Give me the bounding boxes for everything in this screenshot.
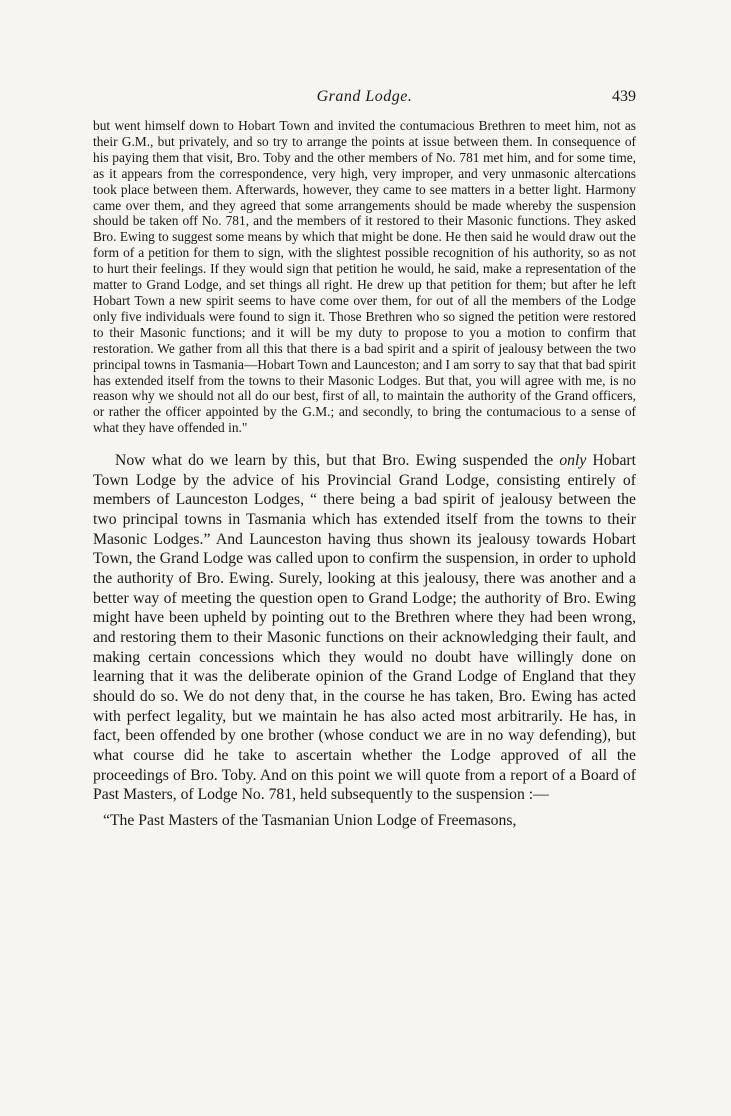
running-header	[93, 82, 636, 118]
running-title: Grand Lodge.	[316, 88, 413, 105]
editorial-text-start: Now what do we learn by this, but that Bro. Ewing suspended the	[115, 452, 560, 470]
editorial-paragraph	[93, 451, 636, 805]
quoted-speech-paragraph: but went himself down to Hobart Town and invited the contumacious Brethren to meet him, not as their G.M., but privately, and so try to arrange the points at issue between them. In consequence of his paying them that visit, Bro. Toby and the other members of No. 781 met him, and for some time, as it appears from the correspondence, very high, very improper, and very unmasonic altercations took place between them. Afterwards, however, they came to see matters in a better light. Harmony came over them, and they agreed that some arrangements should be made whereby the suspension should be taken off No. 781, and the members of it restored to their Masonic functions. They asked Bro. Ewing to suggest some means by which that might be done. He then said he would draw out the form of a petition for them to sign, with the slightest possible recognition of his authority, so as not to hurt their feelings. If they would sign that petition he would, he said, make a representation of the matter to Grand Lodge, and set things all right. He drew up that petition for them; but after he left Hobart Town a new spirit seems to have come over them, for out of all the members of the Lodge only five individuals were found to sign it. Those Brethren who so signed the petition were restored to their Masonic functions; and it will be my duty to propose to you a motion to confirm that restoration. We gather from all this that there is a bad spirit and a spirit of jealousy between the two principal towns in Tasmania—Hobart Town and Launceston; and I am sorry to say that that bad spirit has extended itself from the towns to their Masonic Lodges. But that, you will agree with me, is no reason why we should not all do our best, first of all, to maintain the authority of the Grand officers, or rather the officer appointed by the G.M.; and secondly, to bring the contumacious to a sense of what they have offended in."	[93, 118, 636, 436]
editorial-emphasis: only	[559, 452, 587, 470]
page-number: 439	[612, 88, 636, 105]
quotation-opening-line: “The Past Masters of the Tasmanian Union Lodge of Freemasons,	[103, 811, 517, 829]
document-page	[93, 82, 636, 831]
editorial-text-rest: Hobart Town Lodge by the advice of his Provincial Grand Lodge, consisting entirely of members of Launceston Lodges, “ there being a bad spirit of jealousy between the two principal towns in Tasmania which has extended itself from the towns to their Masonic Lodges.” And Launceston having thus shown its jealousy towards Hobart Town, the Grand Lodge was called upon to confirm the suspension, in order to uphold the authority of Bro. Ewing. Surely, looking at this jealousy, there was another and a better way of meeting the question open to Grand Lodge; the authority of Bro. Ewing might have been upheld by pointing out to the Brethren where they had been wrong, and restoring them to their Masonic functions on their acknowledging their fault, and making certain concessions which they would no doubt have willingly done on learning that it was the deliberate opinion of the Grand Lodge of England that they should do so. We do not deny that, in the course he has taken, Bro. Ewing has acted with perfect legality, but we maintain he has also acted most arbitrarily. He has, in fact, been offended by one brother (whose conduct we are in no way defending), but what course did he take to ascertain whether the Lodge approved of all the proceedings of Bro. Toby. And on this point we will quote from a report of a Board of Past Masters, of Lodge No. 781, held subsequently to the suspension :—	[93, 452, 636, 804]
